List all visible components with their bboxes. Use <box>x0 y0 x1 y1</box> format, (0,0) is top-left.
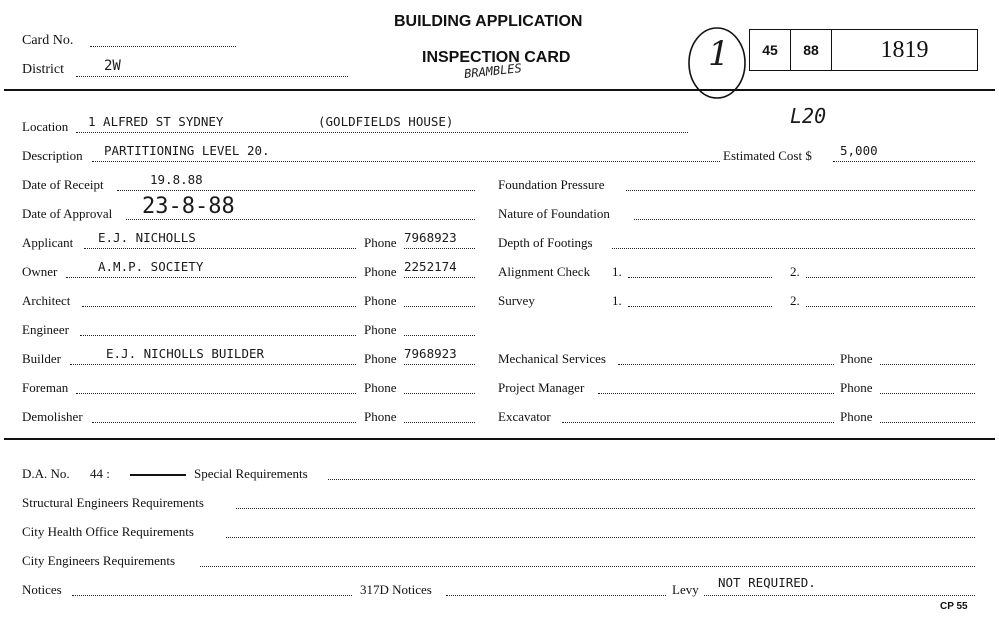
applicant-label: Applicant <box>22 235 74 250</box>
architect-phone-label: Phone <box>364 293 397 308</box>
project-manager-field <box>598 393 834 394</box>
description-field <box>92 161 720 162</box>
builder-label: Builder <box>22 351 61 366</box>
da-no-dash <box>130 474 186 476</box>
demolisher-phone-field <box>404 422 475 423</box>
project-manager-label: Project Manager <box>498 380 585 395</box>
notices-317d-field <box>446 595 666 596</box>
foreman-phone-field <box>404 393 475 394</box>
circled-number: 1 <box>708 34 730 74</box>
date-approval-label: Date of Approval <box>22 206 113 221</box>
owner-label: Owner <box>22 264 58 279</box>
location-note: L20 <box>790 104 827 128</box>
middle-divider <box>4 438 995 440</box>
nature-foundation-label: Nature of Foundation <box>498 206 610 221</box>
foreman-label: Foreman <box>22 380 69 395</box>
estimated-cost-label: Estimated Cost $ <box>723 148 812 163</box>
builder-value: E.J. NICHOLLS BUILDER <box>106 346 265 361</box>
demolisher-field <box>92 422 356 423</box>
project-manager-phone-label: Phone <box>840 380 873 395</box>
architect-field <box>82 306 356 307</box>
location-label: Location <box>22 119 69 134</box>
city-engineers-label: City Engineers Requirements <box>22 553 176 568</box>
mechanical-services-field <box>618 364 834 365</box>
applicant-value: E.J. NICHOLLS <box>98 230 196 245</box>
project-manager-phone-field <box>880 393 975 394</box>
applicant-field <box>84 248 356 249</box>
top-divider <box>4 89 995 91</box>
estimated-cost-value: 5,000 <box>840 143 878 158</box>
survey-label: Survey <box>498 293 535 308</box>
alignment-check-2-label: 2. <box>790 264 800 279</box>
owner-field <box>66 277 356 278</box>
depth-footings-label: Depth of Footings <box>498 235 593 250</box>
survey-2-field <box>806 306 975 307</box>
demolisher-label: Demolisher <box>22 409 83 424</box>
district-label: District <box>22 62 64 77</box>
form-code: CP 55 <box>940 601 968 612</box>
engineer-phone-label: Phone <box>364 322 397 337</box>
title-annotation: BRAMBLES <box>463 61 523 81</box>
alignment-check-1-field <box>628 277 772 278</box>
owner-phone-value: 2252174 <box>404 259 457 274</box>
mechanical-phone-label: Phone <box>840 351 873 366</box>
location-value: 1 ALFRED ST SYDNEY <box>88 114 224 129</box>
engineer-phone-field <box>404 335 475 336</box>
location-field <box>76 132 688 133</box>
engineer-field <box>80 335 356 336</box>
levy-value: NOT REQUIRED. <box>718 575 816 590</box>
date-approval-field <box>126 219 475 220</box>
applicant-phone-field <box>404 248 475 249</box>
date-receipt-value: 19.8.88 <box>150 172 203 187</box>
excavator-phone-label: Phone <box>840 409 873 424</box>
foundation-pressure-field <box>626 190 975 191</box>
survey-1-field <box>628 306 772 307</box>
card-no-field <box>90 46 236 47</box>
reference-box-1-value: 45 <box>762 42 778 58</box>
alignment-check-2-field <box>806 277 975 278</box>
structural-requirements-label: Structural Engineers Requirements <box>22 495 204 510</box>
architect-phone-field <box>404 306 475 307</box>
description-label: Description <box>22 148 83 163</box>
date-approval-value: 23-8-88 <box>142 194 235 219</box>
date-receipt-label: Date of Receipt <box>22 177 104 192</box>
notices-field <box>72 595 352 596</box>
foreman-field <box>76 393 356 394</box>
builder-field <box>70 364 356 365</box>
survey-2-label: 2. <box>790 293 800 308</box>
excavator-label: Excavator <box>498 409 551 424</box>
excavator-phone-field <box>880 422 975 423</box>
structural-requirements-field <box>236 508 975 509</box>
reference-box-3-value: 1819 <box>880 36 929 63</box>
description-value: PARTITIONING LEVEL 20. <box>104 143 270 158</box>
foreman-phone-label: Phone <box>364 380 397 395</box>
city-engineers-field <box>200 566 975 567</box>
builder-phone-label: Phone <box>364 351 397 366</box>
reference-box-2 <box>790 29 832 71</box>
notices-label: Notices <box>22 582 62 597</box>
levy-field <box>704 595 975 596</box>
da-no-value: 44 : <box>90 466 110 481</box>
builder-phone-value: 7968923 <box>404 346 457 361</box>
estimated-cost-field <box>833 161 975 162</box>
special-requirements-field <box>328 479 975 480</box>
nature-foundation-field <box>634 219 975 220</box>
district-field <box>76 76 348 77</box>
foundation-pressure-label: Foundation Pressure <box>498 177 605 192</box>
owner-phone-label: Phone <box>364 264 397 279</box>
alignment-check-1-label: 1. <box>612 264 622 279</box>
levy-label: Levy <box>672 582 699 597</box>
card-no-label: Card No. <box>22 33 74 48</box>
reference-box-1 <box>749 29 791 71</box>
location-extra: (GOLDFIELDS HOUSE) <box>318 114 454 129</box>
builder-phone-field <box>404 364 475 365</box>
mechanical-services-label: Mechanical Services <box>498 351 606 366</box>
mechanical-phone-field <box>880 364 975 365</box>
owner-phone-field <box>404 277 475 278</box>
district-value: 2W <box>104 58 121 74</box>
form-title-line2: INSPECTION CARD <box>422 49 571 66</box>
applicant-phone-value: 7968923 <box>404 230 457 245</box>
form-title-line1: BUILDING APPLICATION <box>394 13 583 30</box>
date-receipt-field <box>117 190 475 191</box>
reference-box-3 <box>831 29 978 71</box>
excavator-field <box>562 422 834 423</box>
demolisher-phone-label: Phone <box>364 409 397 424</box>
owner-value: A.M.P. SOCIETY <box>98 259 204 274</box>
depth-footings-field <box>612 248 975 249</box>
applicant-phone-label: Phone <box>364 235 397 250</box>
alignment-check-label: Alignment Check <box>498 264 591 279</box>
notices-317d-label: 317D Notices <box>360 582 432 597</box>
survey-1-label: 1. <box>612 293 622 308</box>
engineer-label: Engineer <box>22 322 69 337</box>
architect-label: Architect <box>22 293 71 308</box>
health-requirements-field <box>226 537 975 538</box>
da-no-label: D.A. No. <box>22 466 70 481</box>
special-requirements-label: Special Requirements <box>194 466 308 481</box>
health-requirements-label: City Health Office Requirements <box>22 524 194 539</box>
reference-box-2-value: 88 <box>803 42 819 58</box>
